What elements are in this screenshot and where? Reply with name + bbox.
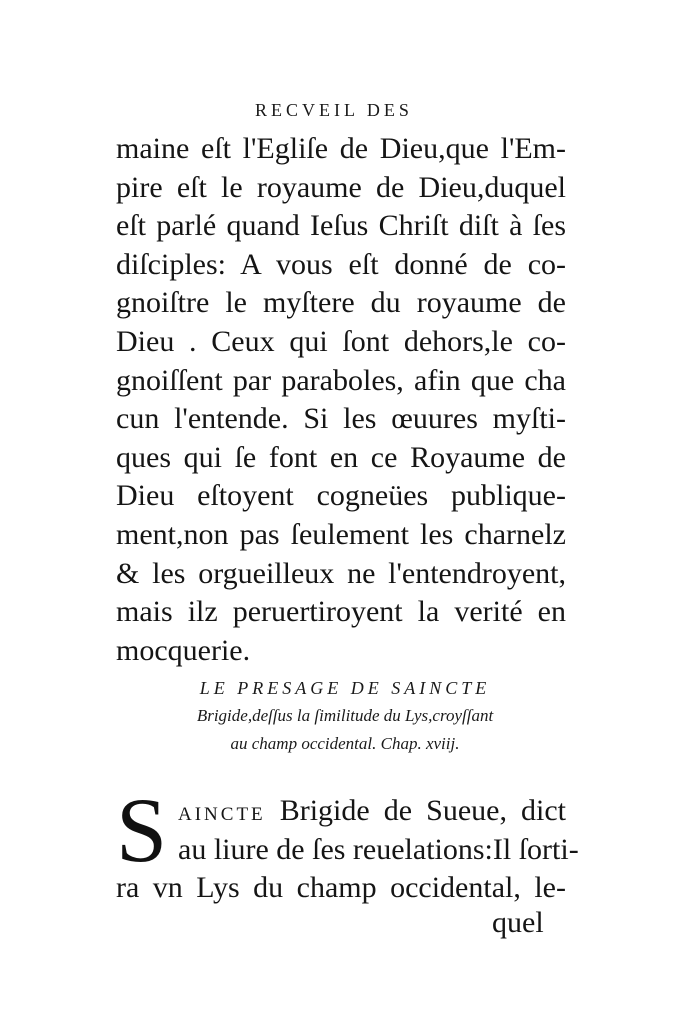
text-line: diſciples: A vous eſt donné de co- <box>116 247 566 281</box>
text-line: ra vn Lys du champ occidental, le- <box>116 871 566 905</box>
chapter-paragraph <box>116 779 579 906</box>
chapter-subtitle: Brigide,deſſus la ſimilitude du Lys,croyſſant <box>196 706 494 725</box>
text-line: Dieu . Ceux qui ſont dehors,le co- <box>116 324 566 358</box>
text-fragment: Brigide de Sueue, dict <box>265 794 566 827</box>
text-line: gnoiſtre le myſtere du royaume de <box>116 286 566 320</box>
body-paragraph <box>116 130 566 670</box>
chapter-title: LE PRESAGE DE SAINCTE <box>199 678 491 698</box>
small-caps-word: AINCTE <box>178 804 266 825</box>
running-head: RECVEIL DES <box>255 100 413 120</box>
text-line: ques qui ſe font en ce Royaume de <box>116 440 566 474</box>
text-line: mocquerie. <box>116 633 251 667</box>
drop-cap-initial: S <box>116 779 168 881</box>
text-line: au liure de ſes reuelations:Il ſorti- <box>178 832 579 866</box>
catchword: quel <box>492 906 544 939</box>
text-line: Dieu eſtoyent cogneües publique- <box>116 479 566 513</box>
text-line: ment,non pas ſeulement les charnelz <box>116 517 566 551</box>
text-line: cun l'entende. Si les œuures myſti- <box>116 402 566 436</box>
text-line <box>116 790 566 829</box>
text-line: mais ilz peruertiroyent la verité en <box>116 595 566 629</box>
text-line: pire eſt le royaume de Dieu,duquel <box>116 170 566 204</box>
text-line: maine eſt l'Egliſe de Dieu,que l'Em- <box>116 132 566 165</box>
text-line: gnoiſſent par paraboles, afin que cha <box>116 363 566 397</box>
chapter-heading <box>150 674 540 758</box>
text-line: & les orgueilleux ne l'entendroyent, <box>116 556 566 590</box>
chapter-number: au champ occidental. Chap. xviij. <box>230 734 460 753</box>
text-line: eſt parlé quand Ieſus Chriſt diſt à ſes <box>116 209 566 243</box>
